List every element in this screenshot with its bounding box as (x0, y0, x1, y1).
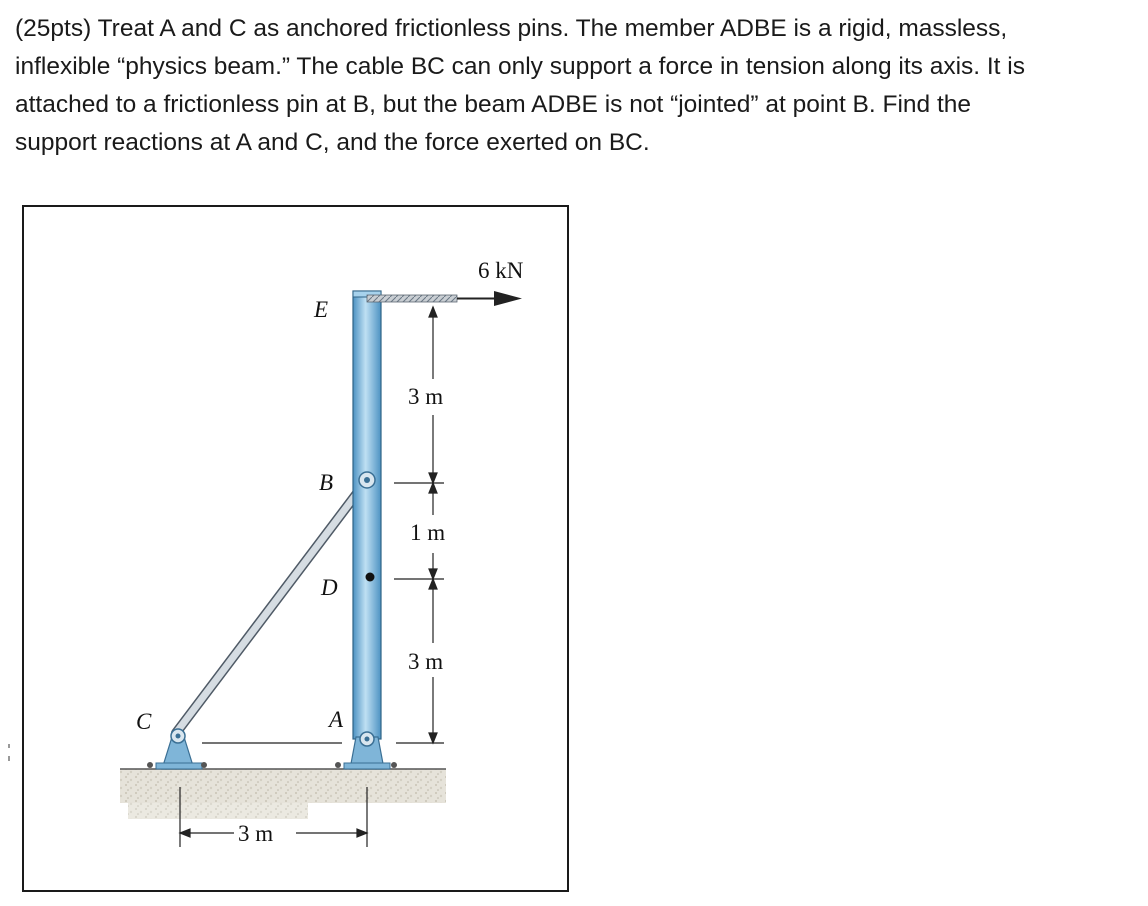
problem-line-1: (25pts) Treat A and C as anchored frictionless pins. The member ADBE is a rigid, massless, (15, 15, 1008, 42)
pin-support-a (335, 732, 397, 769)
ground (120, 769, 446, 819)
label-b: B (319, 470, 334, 495)
label-c: C (136, 709, 152, 734)
problem-statement (15, 10, 1135, 162)
label-d: D (321, 575, 338, 600)
problem-line-4: support reactions at A and C, and the force exerted on BC. (15, 129, 650, 156)
dim-lower-label: 3 m (408, 649, 444, 674)
dim-middle-label: 1 m (410, 520, 446, 545)
pin-b (359, 472, 375, 488)
dim-horizontal-label: 3 m (238, 821, 274, 846)
label-a: A (329, 707, 344, 732)
member-adbe (353, 291, 381, 739)
dim-upper-label: 3 m (408, 384, 444, 409)
cable-bc (176, 480, 367, 733)
problem-line-2: inflexible “physics beam.” The cable BC can only support a force in tension along its axis. It is (15, 53, 1025, 80)
pin-support-c (147, 729, 207, 769)
point-d-dot (366, 573, 375, 582)
stray-mark (8, 744, 10, 762)
load-6kn-arrow (367, 291, 522, 306)
problem-line-3: attached to a frictionless pin at B, but the beam ADBE is not “jointed” at point B. Find the (15, 91, 972, 118)
label-e: E (314, 297, 329, 322)
figure-frame (22, 205, 569, 892)
load-label: 6 kN (478, 258, 524, 283)
frame-figure (24, 207, 567, 890)
